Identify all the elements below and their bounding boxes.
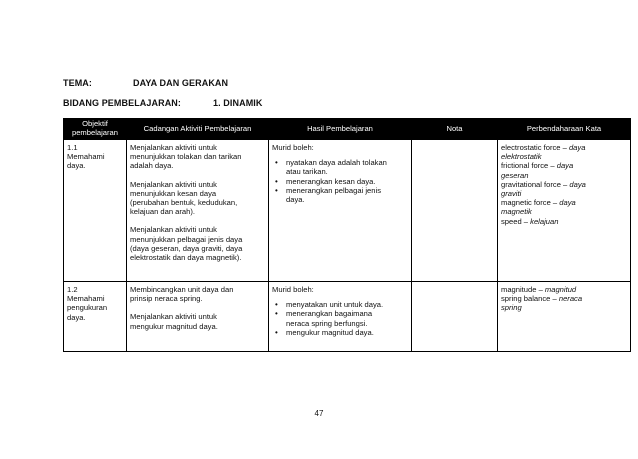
activity-text: Menjalankan aktiviti untuk mengukur magnitud daya. <box>130 312 218 331</box>
activity-text: Menjalankan aktiviti untuk menunjukkan kesan daya (perubahan bentuk, kedudukan, kelajuan dan arah). <box>130 179 238 217</box>
vocabulary-item: speed – kelajuan <box>501 216 559 226</box>
outcomes-list <box>272 158 409 204</box>
activity-text: Menjalankan aktiviti untuk menunjukkan pelbagai jenis daya (daya geseran, daya graviti, daya elektrostatik dan daya magnetik). <box>130 225 243 263</box>
learning-area-label: BIDANG PEMBELAJARAN: <box>63 98 182 108</box>
objective-text: 1.2 Memahami pengukuran daya. <box>67 285 108 322</box>
objective-cell <box>64 140 127 282</box>
curriculum-table <box>63 118 631 352</box>
vocabulary-item: magnetic force – daya magnetik <box>501 198 576 217</box>
vocabulary-cell <box>498 282 631 352</box>
column-header-notes: Nota <box>412 119 498 140</box>
notes-cell <box>412 140 498 282</box>
activity-text: Membincangkan unit daya dan prinsip neraca spring. <box>130 285 234 304</box>
theme-value: DAYA DAN GERAKAN <box>133 78 229 88</box>
column-header-vocabulary: Perbendaharaan Kata <box>498 119 631 140</box>
table-header-row <box>64 119 631 140</box>
list-item: • menyatakan unit untuk daya. <box>286 300 409 309</box>
outcomes-list <box>272 300 409 337</box>
objective-cell <box>64 282 127 352</box>
notes-cell <box>412 282 498 352</box>
learning-area-value: 1. DINAMIK <box>213 98 263 108</box>
column-header-objective: Objektif pembelajaran <box>64 119 127 140</box>
outcomes-cell <box>269 282 412 352</box>
page-number: 47 <box>314 409 324 418</box>
vocabulary-item: spring balance – neraca spring <box>501 294 583 313</box>
outcomes-cell <box>269 140 412 282</box>
list-item: • menerangkan pelbagai jenis daya. <box>286 186 409 204</box>
activity-text: Menjalankan aktiviti untuk menunjukkan tolakan dan tarikan adalah daya. <box>130 143 242 171</box>
column-header-activities: Cadangan Aktiviti Pembelajaran <box>127 119 269 140</box>
column-header-outcomes: Hasil Pembelajaran <box>269 119 412 140</box>
list-item: • nyatakan daya adalah tolakan atau tarikan. <box>286 158 409 176</box>
vocabulary-item: gravitational force – daya graviti <box>501 179 586 199</box>
objective-text: 1.1 Memahami daya. <box>67 143 105 171</box>
outcomes-intro: Murid boleh: <box>272 285 314 294</box>
table-row <box>64 140 631 282</box>
list-item: • mengukur magnitud daya. <box>286 328 409 337</box>
list-item: • menerangkan kesan daya. <box>286 177 409 186</box>
list-item: • menerangkan bagaimana neraca spring berfungsi. <box>286 309 409 327</box>
vocabulary-item: magnitude – magnitud <box>501 285 577 294</box>
vocabulary-cell <box>498 140 631 282</box>
activities-cell <box>127 140 269 282</box>
activities-cell <box>127 282 269 352</box>
vocabulary-item: electrostatic force – daya elektrostatik <box>501 143 586 162</box>
outcomes-intro: Murid boleh: <box>272 143 314 152</box>
theme-label: TEMA: <box>63 78 92 88</box>
table-row <box>64 282 631 352</box>
vocabulary-item: frictional force – daya geseran <box>501 161 574 180</box>
